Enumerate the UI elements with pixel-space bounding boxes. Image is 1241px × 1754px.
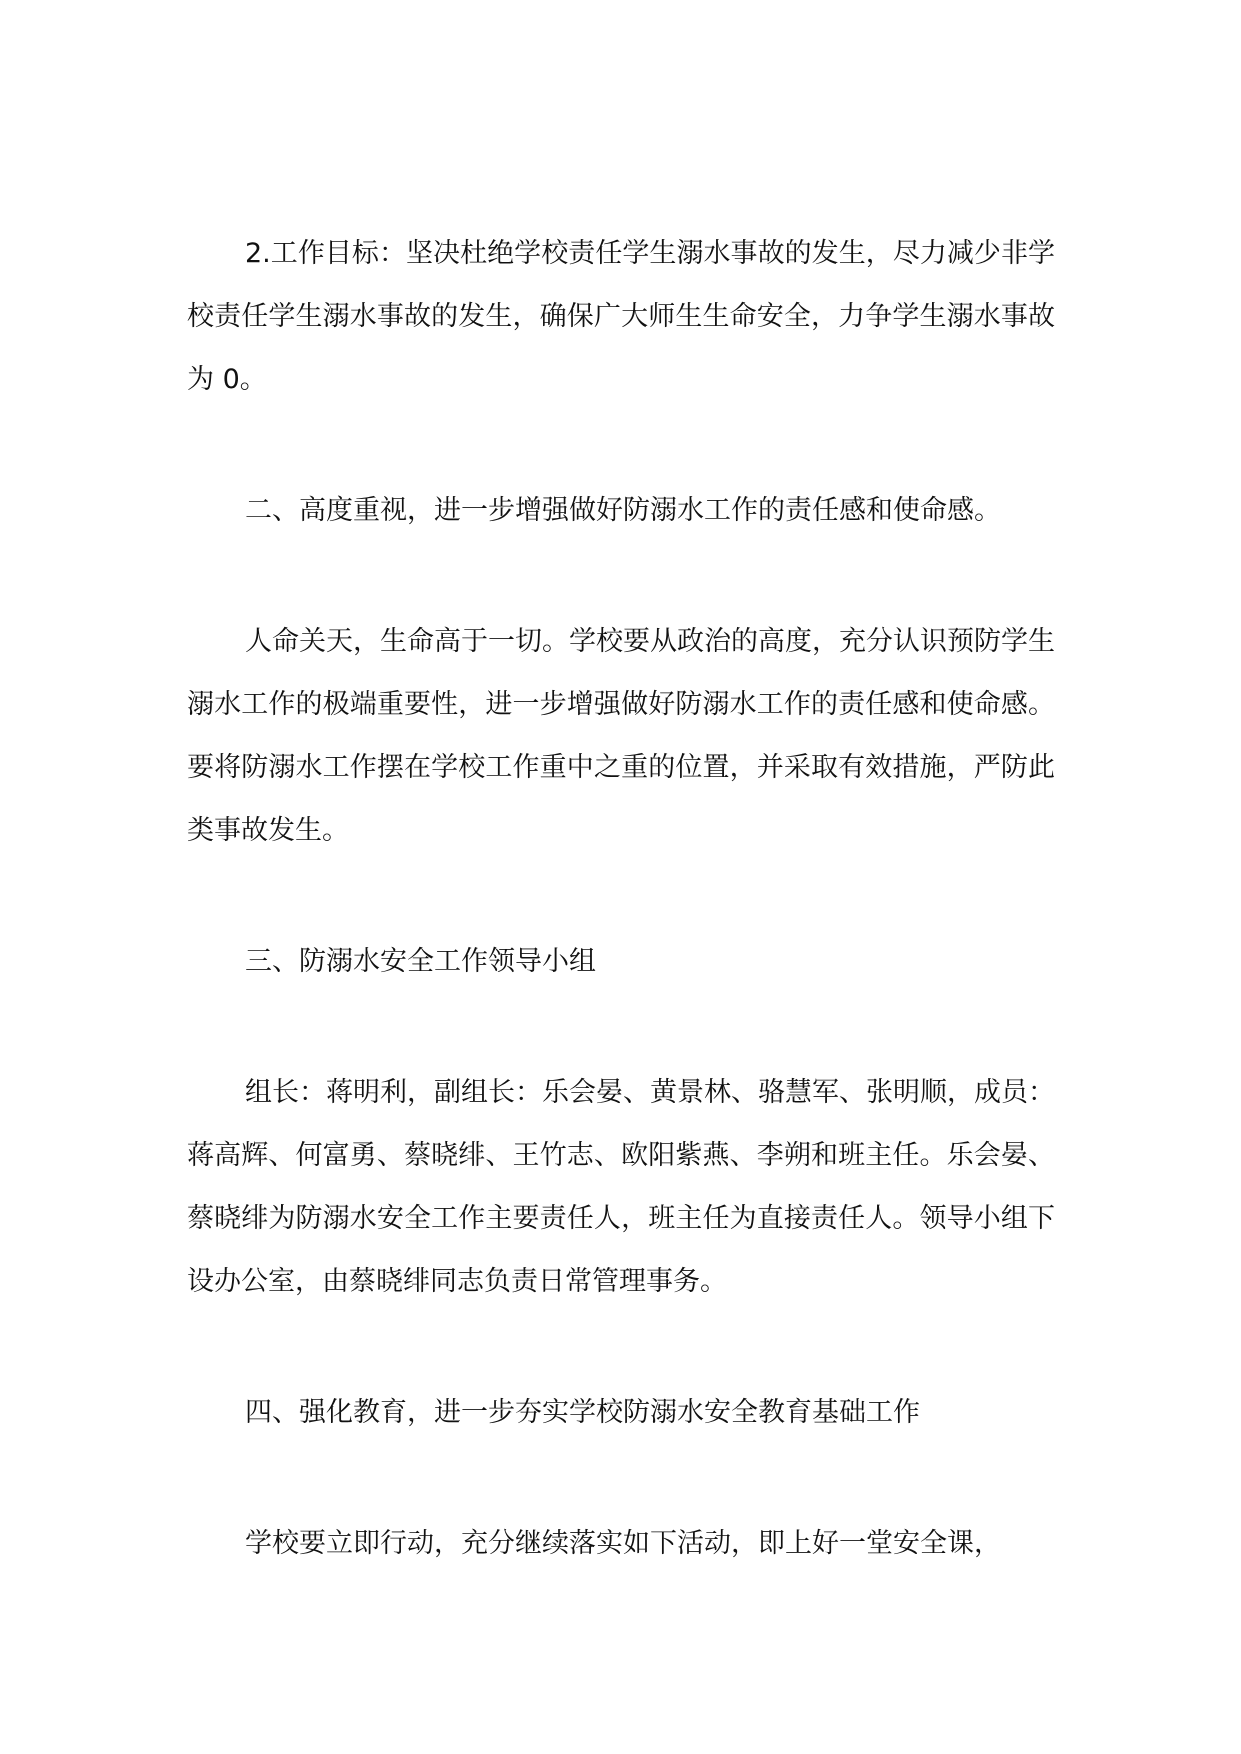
document-body: [187, 222, 1055, 1575]
heading-section-3: 三、防溺水安全工作领导小组: [245, 946, 596, 977]
paragraph-leadership-group: 组长：蒋明利，副组长：乐会晏、黄景林、骆慧军、张明顺，成员：蒋高辉、何富勇、蔡晓绯、王竹志、欧阳紫燕、李朔和班主任。乐会晏、蔡晓绯为防溺水安全工作主要责任人，班主任为直接责任人。领导小组下设办公室，由蔡晓绯同志负责日常管理事务。: [187, 1077, 1055, 1297]
paragraph-school-action: 学校要立即行动，充分继续落实如下活动，即上好一堂安全课，: [245, 1528, 1001, 1559]
heading-section-4: 四、强化教育，进一步夯实学校防溺水安全教育基础工作: [245, 1397, 920, 1428]
paragraph-work-goal: 2.工作目标：坚决杜绝学校责任学生溺水事故的发生，尽力减少非学校责任学生溺水事故的发生，确保广大师生生命安全，力争学生溺水事故为 0。: [187, 238, 1055, 395]
heading-section-2: 二、高度重视，进一步增强做好防溺水工作的责任感和使命感。: [245, 495, 1001, 526]
paragraph-life-first: 人命关天，生命高于一切。学校要从政治的高度，充分认识预防学生溺水工作的极端重要性，进一步增强做好防溺水工作的责任感和使命感。要将防溺水工作摆在学校工作重中之重的位置，并采取有效措施，严防此类事故发生。: [187, 626, 1055, 846]
